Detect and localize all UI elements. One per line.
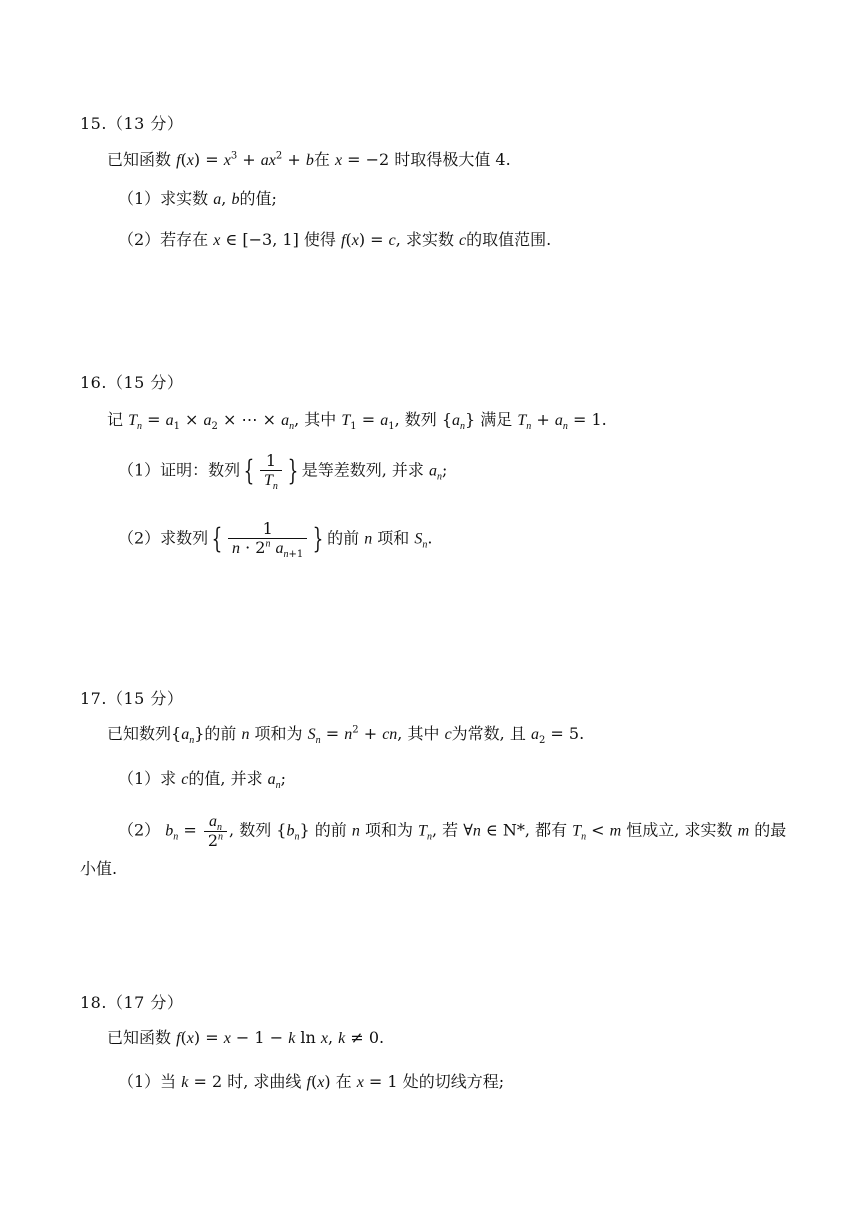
problem-18-header: 18.（17 分）: [80, 993, 184, 1012]
problem-15-stem: 已知函数 $f(x) = x^3 + ax^2 + b$在 x = −2 时取得极大值 4.: [107, 150, 511, 169]
problem-16-stem: 记 $T_n = a_1 \times a_2$ × ⋯ × $a_n$, 其中 $T_1 = a_1$, 数列 $\{a_n\}$ 满足 $T_n + a_n = 1$.: [107, 410, 607, 433]
problem-18-part-1: （1）当 k = 2 时, 求曲线 f(x) 在 x = 1 处的切线方程;: [118, 1072, 505, 1091]
problem-16-part-2: （2）求数列 { $\frac{1}{n \cdot 2^n a_{n+1}}$ } 的前 n 项和 $S_n$.: [118, 519, 433, 561]
problem-17-header: 17.（15 分）: [80, 689, 184, 708]
problem-15-part-1: （1）求实数 a, b的值;: [118, 189, 277, 208]
problem-17-stem: 已知数列$\{a_n\}$的前 n 项和为 $S_n = n^2$ + cn, 其中 c为常数, 且 $a_2 = 5$.: [107, 724, 585, 747]
problem-16-header: 16.（15 分）: [80, 373, 184, 392]
problem-15-part-2: （2）若存在 x ∈ [−3, 1] 使得 f(x) = c, 求实数 c的取值范围.: [118, 230, 552, 249]
problem-17-part-2-continued: 小值.: [80, 859, 118, 878]
problem-16-part-1: （1）证明：数列 { $\frac{1}{T_n}$ } 是等差数列, 并求 $a_n$;: [118, 451, 448, 493]
problem-17-part-1: （1）求 c的值, 并求 $a_n$;: [118, 769, 287, 792]
problem-15-header: 15.（13 分）: [80, 114, 184, 133]
problem-17-part-2: （2） $b_n$ = $\frac{a_n}{2^n}$ , 数列 $\{b_n\}$ 的前 n 项和为 $T_n$, 若 ∀n ∈ N*, 都有 $T_n < m$ 恒成立, 求实数 m 的最: [118, 813, 787, 850]
problem-18-stem: 已知函数 f(x) = x − 1 − k ln x, k ≠ 0.: [107, 1028, 385, 1047]
